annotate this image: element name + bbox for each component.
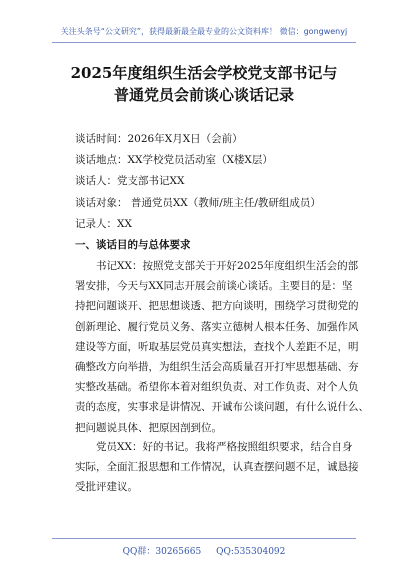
paragraph-line: 署安排，今天与XX同志开展会前谈心谈话。主要目的是：坚 [75, 280, 353, 293]
paragraph-line: 党员XX：好的书记。我将严格按照组织要求，结合自身 [96, 441, 353, 453]
header-divider [52, 42, 356, 43]
footer [0, 544, 408, 557]
paragraph-line: 把问题说具体、把原因剖到位。 [75, 421, 222, 434]
paragraph-line: 实整改基础。希望你本着对组织负责、对工作负责、对个人负 [75, 381, 359, 394]
section-heading: 一、谈话目的与总体要求 [75, 239, 191, 251]
meta-target: 谈话对象： 普通党员XX（教师/班主任/教研组成员） [75, 197, 321, 209]
title-line-1: 2025年度组织生活会学校党支部书记与 [70, 64, 338, 82]
meta-recorder: 记录人：XX [75, 218, 132, 230]
paragraph-line: 持把问题谈开、把思想谈透、把方向谈明，围绕学习贯彻党的 [75, 300, 359, 313]
paragraph-member [75, 437, 359, 498]
paragraph-line: 实际，全面汇报思想和工作情况，认真查摆问题不足，诚恳接 [75, 461, 359, 474]
paragraph-line: 受批评建议。 [75, 481, 138, 494]
meta-time: 谈话时间：2026年X月X日（会前） [75, 133, 243, 145]
title-line-2: 普通党员会前谈心谈话记录 [113, 86, 294, 104]
meta-speaker: 谈话人：党支部书记XX [75, 175, 185, 187]
paragraph-line: 责的态度，实事求是讲情况、开诚布公谈问题，有什么说什么、 [75, 401, 369, 414]
document-title [40, 62, 368, 106]
paragraph-line: 确整改方向举措，为组织生活会高质量召开打牢思想基础、夯 [75, 361, 359, 374]
paragraph-secretary [75, 256, 369, 438]
footer-qq: QQ:535304092 [216, 547, 286, 557]
header-notice: 关注头条号“公文研究”，获得最新最全最专业的公文资料库！ 微信：gongwenyj [60, 27, 348, 36]
footer-qq-group: QQ群：30265665 [122, 547, 202, 557]
footer-divider [52, 538, 356, 539]
meta-place: 谈话地点：XX学校党员活动室（X楼X层） [75, 154, 273, 166]
paragraph-line: 建设等方面，听取基层党员真实想法，查找个人差距不足，明 [75, 340, 359, 353]
paragraph-line: 创新理论、履行党员义务、落实立德树人根本任务、加强作风 [75, 320, 359, 333]
paragraph-line: 书记XX：按照党支部关于开好2025年度组织生活会的部 [96, 260, 359, 272]
